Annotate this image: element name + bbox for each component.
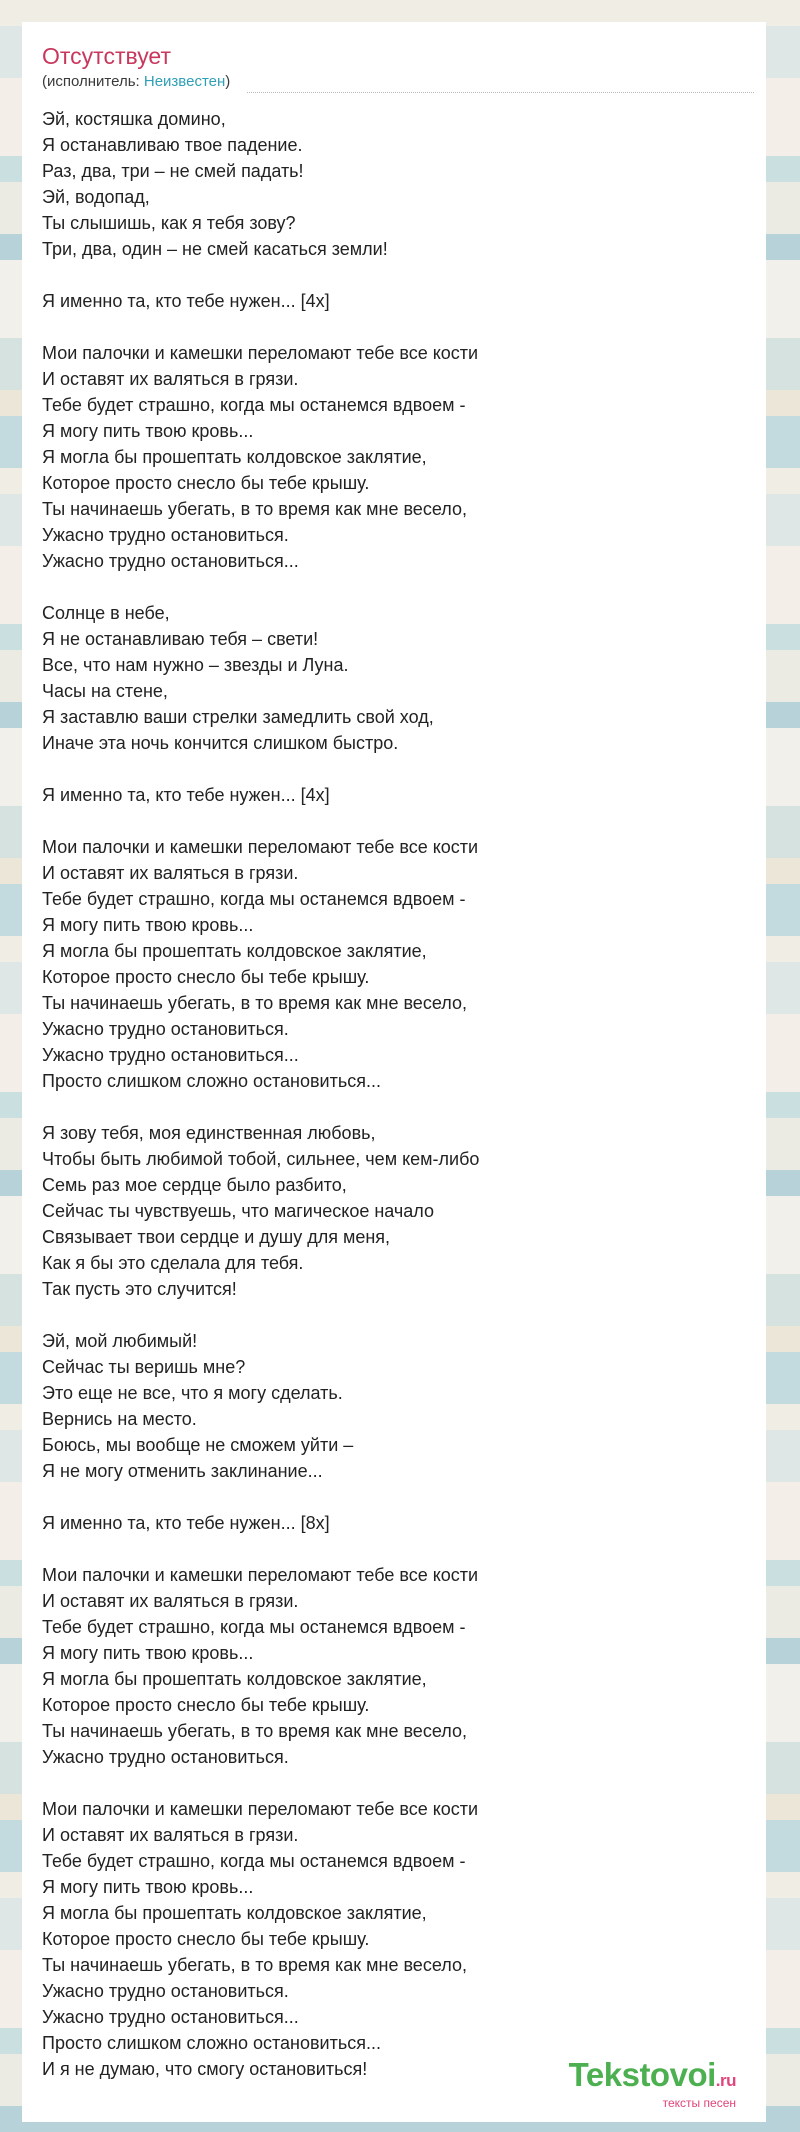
stanza-break (42, 808, 742, 834)
lyric-line: Которое просто снесло бы тебе крышу. (42, 473, 370, 493)
logo-tld: .ru (715, 2071, 736, 2090)
stanza-break (42, 314, 742, 340)
lyric-line: Ты начинаешь убегать, в то время как мне весело, (42, 1721, 467, 1741)
lyric-line: Я могу пить твою кровь... (42, 1643, 254, 1663)
lyric-line: Просто слишком сложно остановиться... (42, 1071, 381, 1091)
lyric-line: Я зову тебя, моя единственная любовь, (42, 1123, 376, 1143)
lyric-line: Мои палочки и камешки переломают тебе все кости (42, 837, 479, 857)
lyric-line: Которое просто снесло бы тебе крышу. (42, 1695, 370, 1715)
lyric-line: Ты слышишь, как я тебя зову? (42, 213, 296, 233)
lyric-line: Сейчас ты чувствуешь, что магическое начало (42, 1201, 435, 1221)
lyric-line: Ужасно трудно остановиться. (42, 1981, 289, 2001)
lyric-line: Я именно та, кто тебе нужен... [4x] (42, 291, 330, 311)
lyric-line: Ужасно трудно остановиться... (42, 2007, 299, 2027)
lyric-line: Ты начинаешь убегать, в то время как мне весело, (42, 993, 467, 1013)
stanza-break (42, 756, 742, 782)
lyric-line: Ужасно трудно остановиться... (42, 551, 299, 571)
stanza-break (42, 262, 742, 288)
song-title: Отсутствует (42, 43, 171, 69)
lyric-line: Я именно та, кто тебе нужен... [8x] (42, 1513, 330, 1533)
lyric-line: Как я бы это сделала для тебя. (42, 1253, 304, 1273)
lyric-line: И я не думаю, что смогу остановиться! (42, 2059, 368, 2079)
title-divider (247, 92, 754, 93)
lyric-line: Ужасно трудно остановиться... (42, 1045, 299, 1065)
lyric-line: Я останавливаю твое падение. (42, 135, 303, 155)
lyric-line: Я именно та, кто тебе нужен... [4x] (42, 785, 330, 805)
lyric-line: Я могу пить твою кровь... (42, 1877, 254, 1897)
lyric-line: Тебе будет страшно, когда мы останемся вдвоем - (42, 1617, 466, 1637)
artist-link[interactable]: Неизвестен (143, 73, 226, 90)
lyric-line: Эй, мой любимый! (42, 1331, 198, 1351)
lyric-line: Тебе будет страшно, когда мы останемся вдвоем - (42, 395, 466, 415)
lyric-line: Я заставлю ваши стрелки замедлить свой ход, (42, 707, 434, 727)
lyric-line: Семь раз мое сердце было разбито, (42, 1175, 347, 1195)
lyric-line: Связывает твои сердце и душу для меня, (42, 1227, 391, 1247)
lyric-line: Которое просто снесло бы тебе крышу. (42, 1929, 370, 1949)
logo-brand (569, 2058, 736, 2098)
performer-line (42, 72, 230, 92)
stanza-break (42, 574, 742, 600)
lyric-line: Ужасно трудно остановиться. (42, 525, 289, 545)
lyric-line: Вернись на место. (42, 1409, 197, 1429)
lyric-line: Ужасно трудно остановиться. (42, 1747, 289, 1767)
lyric-line: Эй, водопад, (42, 187, 150, 207)
lyric-line: Боюсь, мы вообще не сможем уйти – (42, 1435, 354, 1455)
lyric-line: Просто слишком сложно остановиться... (42, 2033, 381, 2053)
lyric-line: Ты начинаешь убегать, в то время как мне весело, (42, 499, 467, 519)
stanza-break (42, 1094, 742, 1120)
lyric-line: Тебе будет страшно, когда мы останемся вдвоем - (42, 889, 466, 909)
lyric-line: Которое просто снесло бы тебе крышу. (42, 967, 370, 987)
lyric-line: Все, что нам нужно – звезды и Луна. (42, 655, 349, 675)
stanza-break (42, 1770, 742, 1796)
lyrics-text (42, 106, 742, 2082)
lyric-line: Три, два, один – не смей касаться земли! (42, 239, 388, 259)
lyrics-card (22, 22, 766, 2122)
lyric-line: Солнце в небе, (42, 603, 170, 623)
lyric-line: Ужасно трудно остановиться. (42, 1019, 289, 1039)
lyric-line: Эй, костяшка домино, (42, 109, 226, 129)
lyric-line: Я не могу отменить заклинание... (42, 1461, 323, 1481)
lyric-line: Я могу пить твою кровь... (42, 915, 254, 935)
stanza-break (42, 1302, 742, 1328)
lyric-line: Я могла бы прошептать колдовское заклятие, (42, 447, 427, 467)
site-logo[interactable] (569, 2058, 736, 2110)
lyric-line: Часы на стене, (42, 681, 168, 701)
lyric-line: Мои палочки и камешки переломают тебе все кости (42, 1799, 479, 1819)
lyric-line: Иначе эта ночь кончится слишком быстро. (42, 733, 399, 753)
lyric-line: Я не останавливаю тебя – свети! (42, 629, 319, 649)
lyric-line: Я могла бы прошептать колдовское заклятие, (42, 1903, 427, 1923)
stanza-break (42, 1484, 742, 1510)
lyric-line: Так пусть это случится! (42, 1279, 237, 1299)
lyric-line: Я могу пить твою кровь... (42, 421, 254, 441)
lyric-line: Тебе будет страшно, когда мы останемся вдвоем - (42, 1851, 466, 1871)
lyric-line: Чтобы быть любимой тобой, сильнее, чем кем-либо (42, 1149, 480, 1169)
lyric-line: Раз, два, три – не смей падать! (42, 161, 304, 181)
stanza-break (42, 1536, 742, 1562)
lyric-line: И оставят их валяться в грязи. (42, 1591, 299, 1611)
lyric-line: Я могла бы прошептать колдовское заклятие, (42, 941, 427, 961)
performer-prefix: (исполнитель: (42, 73, 144, 90)
lyric-line: Мои палочки и камешки переломают тебе все кости (42, 1565, 479, 1585)
lyric-line: И оставят их валяться в грязи. (42, 1825, 299, 1845)
lyric-line: Я могла бы прошептать колдовское заклятие, (42, 1669, 427, 1689)
logo-tagline: тексты песен (662, 2096, 736, 2110)
performer-suffix: ) (225, 73, 231, 90)
logo-brand-name: Tekstovoi (568, 2056, 716, 2093)
lyric-line: Мои палочки и камешки переломают тебе все кости (42, 343, 479, 363)
lyric-line: И оставят их валяться в грязи. (42, 369, 299, 389)
lyric-line: Ты начинаешь убегать, в то время как мне весело, (42, 1955, 467, 1975)
lyric-line: И оставят их валяться в грязи. (42, 863, 299, 883)
lyric-line: Сейчас ты веришь мне? (42, 1357, 246, 1377)
lyric-line: Это еще не все, что я могу сделать. (42, 1383, 343, 1403)
